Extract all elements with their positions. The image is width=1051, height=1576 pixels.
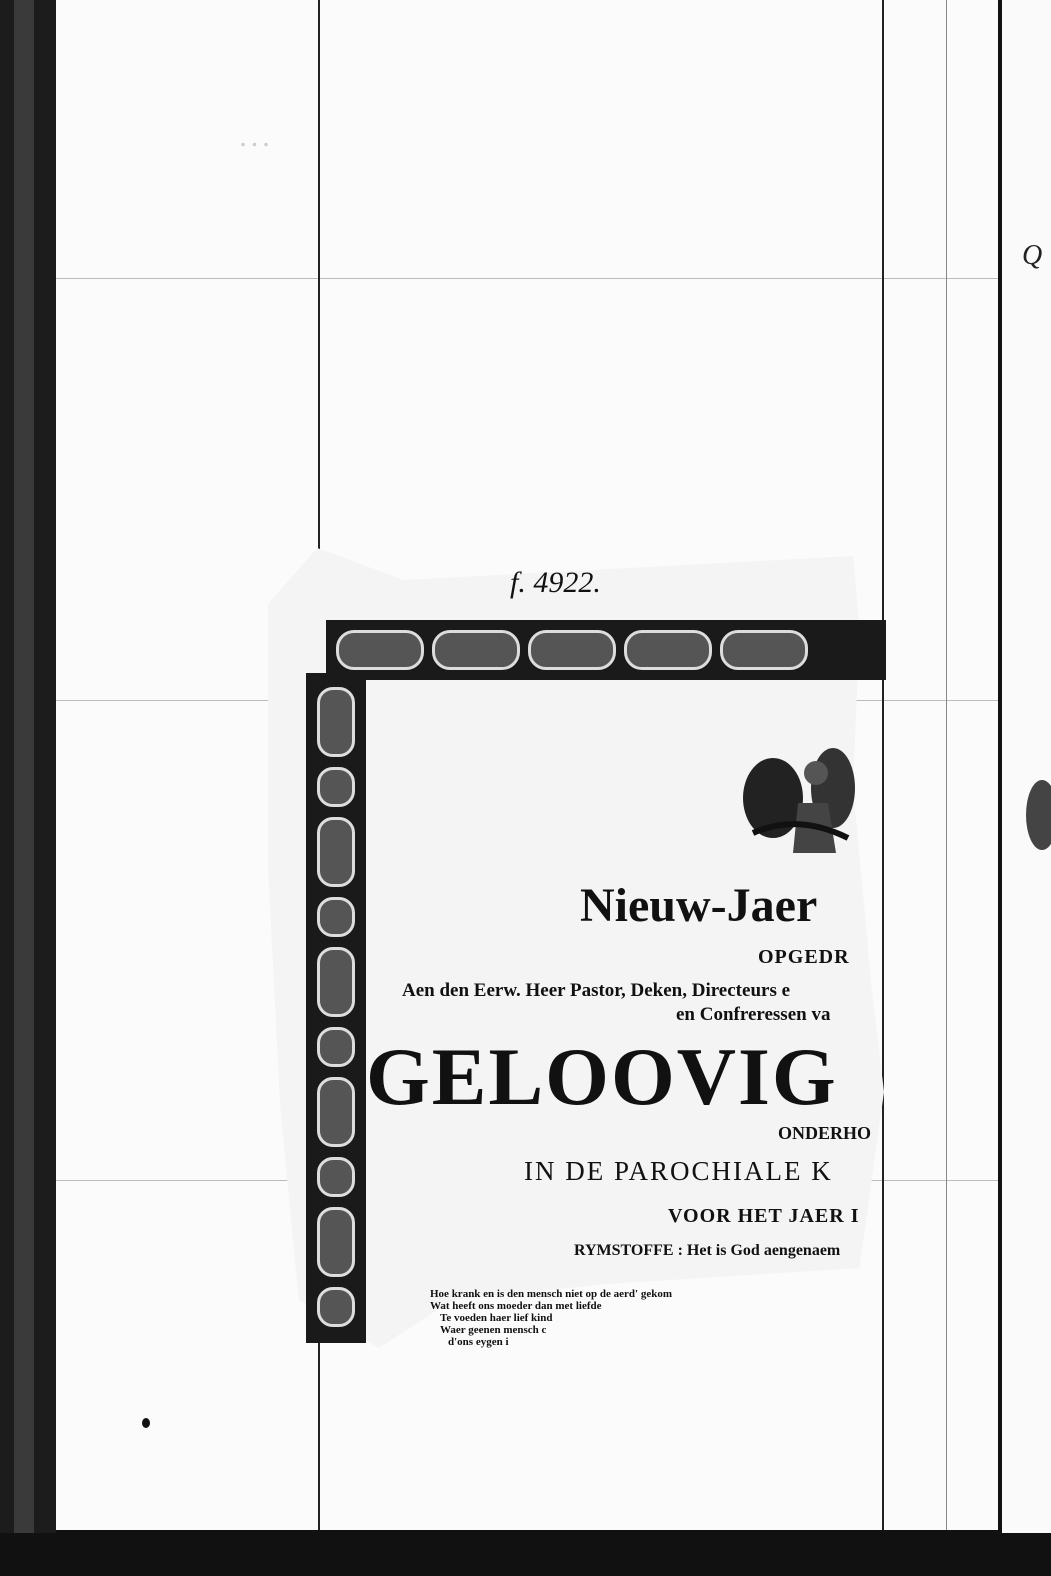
clipping-dedication-2: en Confreressen va <box>676 1004 831 1025</box>
adjacent-page-handwriting: Q <box>1022 240 1043 271</box>
angel-engraving-icon <box>738 743 858 858</box>
clipping-opgedragen: OPGEDR <box>758 946 850 968</box>
verse-line: d'ons eygen i <box>448 1336 509 1348</box>
book-bottom-edge <box>0 1533 1051 1576</box>
verse-line: Waer geenen mensch c <box>440 1324 547 1336</box>
catalog-number: f. 4922. <box>510 566 601 599</box>
ruled-line <box>56 278 998 279</box>
clipping-headline: GELOOVIG <box>366 1031 838 1122</box>
verse-line: Te voeden haer lief kind <box>440 1312 553 1324</box>
clipping-dedication-1: Aen den Eerw. Heer Pastor, Deken, Directeurs e <box>402 980 791 1001</box>
clipping-onderhouden: ONDERHO <box>778 1123 872 1143</box>
book-spine <box>0 0 56 1576</box>
ornamental-border-left <box>306 673 366 1343</box>
clipping-year: VOOR HET JAER I <box>668 1205 860 1227</box>
ornamental-border-top <box>326 620 886 680</box>
margin-rule-faint <box>946 0 947 1530</box>
clipping-rymstoffe: RYMSTOFFE : Het is God aengenaem <box>574 1242 841 1259</box>
clipping-parochiale: IN DE PAROCHIALE K <box>524 1156 833 1186</box>
verse-line: Hoe krank en is den mensch niet op de aerd' gekom <box>430 1288 673 1300</box>
newspaper-clipping <box>268 548 884 1348</box>
adjacent-page-edge <box>998 0 1051 1576</box>
verse-line: Wat heeft ons moeder dan met liefde <box>430 1300 602 1312</box>
ink-spot <box>142 1418 150 1428</box>
adjacent-page-stamp <box>1026 780 1051 850</box>
clipping-title: Nieuw-Jaer <box>580 879 818 932</box>
faint-bleedthrough-writing: ... <box>240 120 275 153</box>
